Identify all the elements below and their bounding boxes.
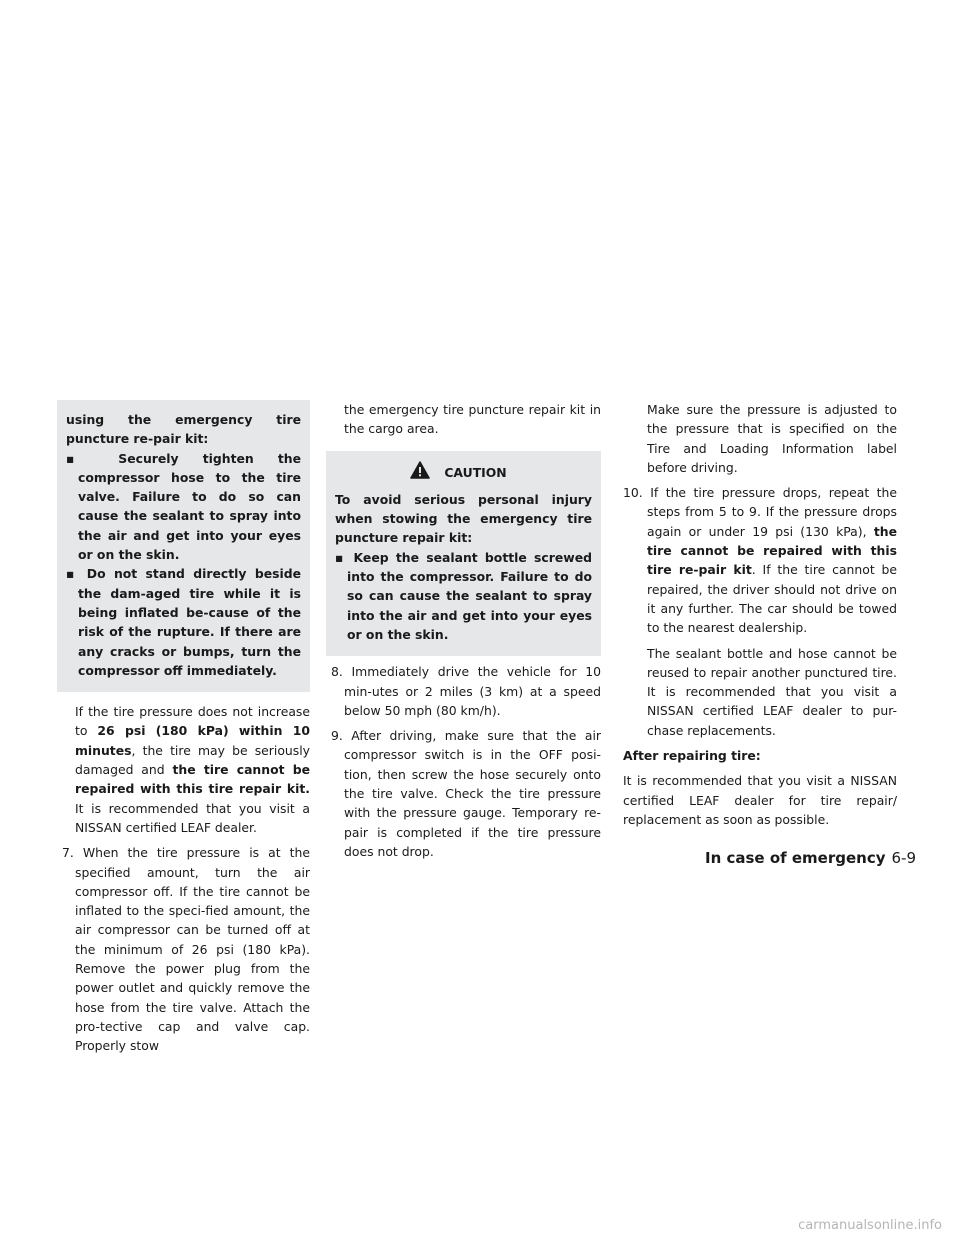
watermark: carmanualsonline.info [798, 1218, 942, 1233]
step-10-note: The sealant bottle and hose cannot be reused to repair another punctured tire. It is recommended that you visit a NISSAN certified LEAF dealer to pur-chase replacements. [647, 645, 897, 738]
caution-title: CAUTION [444, 464, 507, 480]
step-9: 9. After driving, make sure that the air compressor switch is in the OFF posi-tion, then screw the hose securely onto the tire valve. Check the tire pressure with the pressure gauge. Temporary re-pair is completed if the tire pressure does not drop. [331, 728, 601, 859]
column-1 [62, 400, 310, 1056]
step-10: 10. If the tire pressure drops, repeat the steps from 5 to 9. If the pressure drops again or under 19 psi (130 kPa), the tire cannot be repaired with this tire re-pair kit. If the tire cannot be repaired, the driver should not drive on it any further. The car should be towed to the nearest dealership. [623, 485, 897, 636]
step-9-continued: Make sure the pressure is adjusted to the pressure that is specified on the Tire and Loading Information label before driving. [647, 402, 897, 475]
step-7: 7. When the tire pressure is at the specified amount, turn the air compressor off. If the tire cannot be inflated to the speci-fied amount, the air compressor can be turned off at the minimum of 26 psi (180 kPa). Remove the power plug from the power outlet and quickly remove the hose from the tire valve. Attach the pro-tective cap and valve cap. Properly stow [62, 845, 310, 1054]
column-3 [623, 400, 897, 829]
section-title: In case of emergency [705, 849, 886, 867]
step-6-continued: If the tire pressure does not increase to 26 psi (180 kPa) within 10 minutes, the tire may be seriously damaged and the tire cannot be repaired with this tire repair kit. It is recommended that you visit a NISSAN certified LEAF dealer. [75, 704, 310, 835]
warning-box [57, 400, 310, 692]
column-2 [331, 400, 601, 861]
caution-box [326, 451, 601, 657]
caution-header [335, 461, 592, 484]
page-footer [705, 849, 917, 867]
warning-bullet-2: ▪ Do not stand directly beside the dam-aged tire while it is being inflated be-cause of the risk of the rupture. If there are any cracks or bumps, turn the compressor off immediately. [66, 566, 301, 678]
caution-intro: To avoid serious personal injury when stowing the emergency tire puncture repair kit: [335, 491, 592, 546]
after-repair-text: It is recommended that you visit a NISSAN certified LEAF dealer for tire repair/ replacement as soon as possible. [623, 773, 897, 827]
caution-bullet: ▪ Keep the sealant bottle screwed into the compressor. Failure to do so can cause the sealant to spray into the air and get into your eyes or on the skin. [335, 549, 592, 642]
after-repair-heading: After repairing tire: [623, 748, 761, 764]
warning-intro: using the emergency tire puncture re-pair kit: [66, 412, 301, 447]
step-7-continued: the emergency tire puncture repair kit in the cargo area. [344, 402, 601, 437]
page-number: 6-9 [891, 849, 917, 867]
warning-bullet-1: ▪ Securely tighten the compressor hose to the tire valve. Failure to do so can cause the sealant to spray into the air and get into your eyes or on the skin. [66, 450, 301, 563]
step-8: 8. Immediately drive the vehicle for 10 min-utes or 2 miles (3 km) at a speed below 50 mph (80 km/h). [331, 664, 601, 718]
warning-triangle-icon [410, 461, 430, 484]
